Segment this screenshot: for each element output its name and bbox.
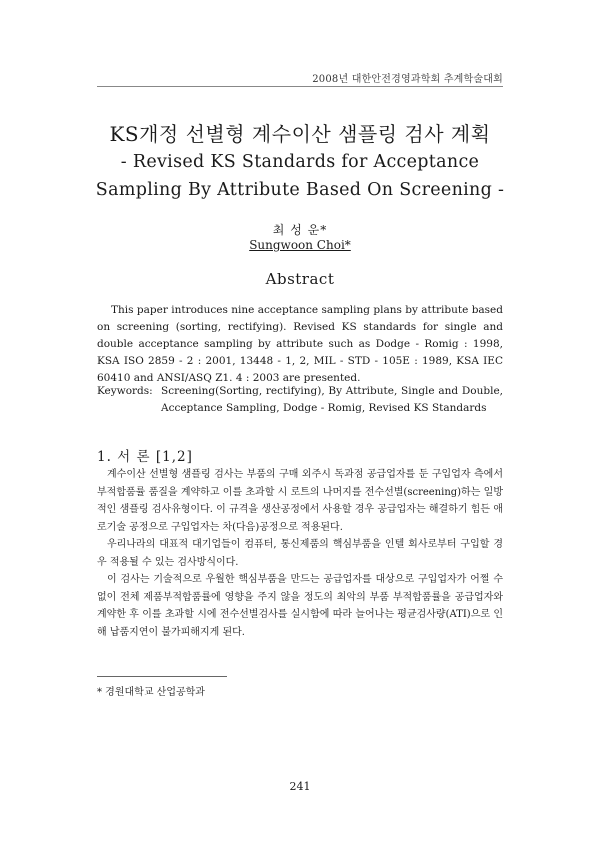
abstract-paragraph: This paper introduces nine acceptance sampling plans by attribute based on screening (sorting, rectifying). Revised KS standards for single and double acceptance sampling by attribute such as Dodge - Romig : 1998, KSA ISO 2859 - 2 : 2001, 13448 - 1, 2, MIL - STD - 105E : 1989, KSA IEC 60410 and ANSI/ASQ Z1. 4 : 2003 are presented.: [97, 304, 503, 384]
section-paragraph-3: 이 검사는 기술적으로 우월한 핵심부품을 만드는 공급업자를 대상으로 구입업자가 어쩔 수 없이 전체 제품부적합품률에 영향을 주지 않을 정도의 최악의 부품 부적합품률을 공급업자와 계약한 후 이를 초과할 시에 전수선별검사를 실시함에 따라 늘어나는 평균검사량(ATI)으로 인해 납품지연이 불가피해지게 된다.: [97, 574, 503, 638]
author-korean: 최 성 운*: [272, 223, 328, 237]
title-english-line2: Sampling By Attribute Based On Screening -: [95, 180, 505, 200]
section-paragraph-1: 계수이산 선별형 샘플링 검사는 부품의 구매 외주시 독과점 공급업자를 둔 구입업자 측에서 부적합품률 품질을 계약하고 이를 초과할 시 로트의 나머지를 전수선별(screening)하는 일방적인 샘플링 검사유형이다. 이 규격을 생산공정에서 사용할 경우 공급업자는 해결하기 힘든 애로기술 공정으로 구입업자는 차(다음)공정으로 적용된다.: [97, 469, 503, 533]
page-number: 241: [289, 780, 311, 793]
author-english-name: Sungwoon Choi*: [249, 238, 351, 252]
abstract-heading: Abstract: [265, 270, 335, 288]
title-block: [60, 120, 540, 204]
abstract-body: [97, 302, 503, 387]
author-english: [0, 238, 600, 252]
title-english-line1: - Revised KS Standards for Acceptance: [120, 152, 480, 172]
header-rule: [97, 86, 503, 87]
keywords-text: Screening(Sorting, rectifying), By Attribute, Single and Double, Acceptance Sampling, Dodge - Romig, Revised KS Standards: [161, 385, 503, 414]
running-head: 2008년 대한안전경영과학회 추계학술대회: [312, 74, 503, 85]
section-body: [97, 466, 503, 641]
section-heading: 1. 서 론 [1,2]: [97, 449, 193, 465]
footnote-rule: [97, 676, 227, 677]
footnote: * 경원대학교 산업공학과: [97, 687, 205, 698]
section-paragraph-2: 우리나라의 대표적 대기업들이 컴퓨터, 통신제품의 핵심부품을 인텔 회사로부터 구입할 경우 적용될 수 있는 검사방식이다.: [97, 539, 503, 568]
keywords-label: Keywords:: [97, 385, 153, 397]
keywords: [97, 383, 503, 417]
title-korean: KS개정 선별형 계수이산 샘플링 검사 계획: [109, 122, 491, 146]
